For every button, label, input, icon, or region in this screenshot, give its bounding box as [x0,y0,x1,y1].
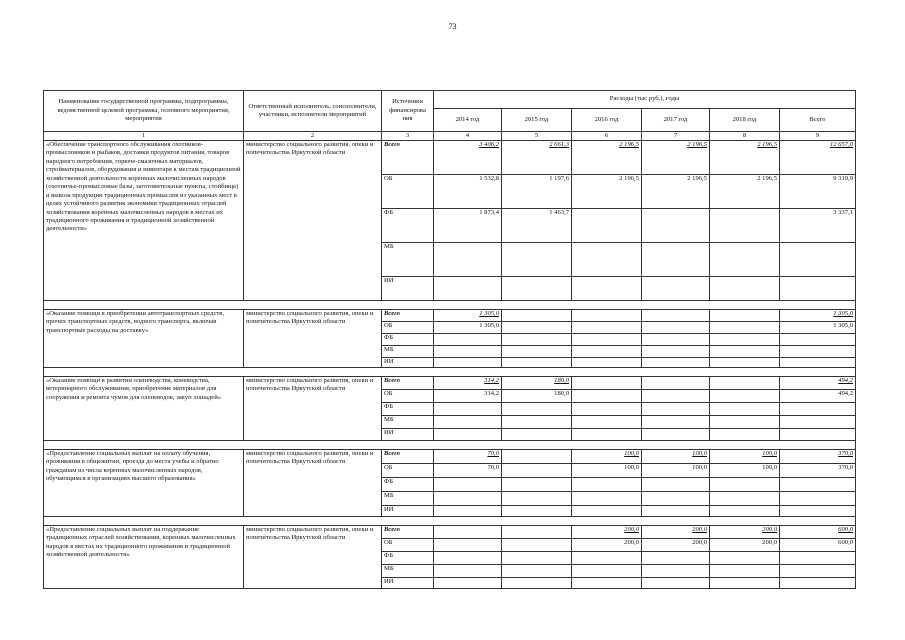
row-separator-cell [44,441,856,450]
value-cell [710,390,780,403]
value-cell [572,277,642,301]
value-cell [572,243,642,277]
funding-source: ОБ [382,539,434,552]
funding-source: ИИ [382,578,434,589]
value-cell [572,322,642,334]
value-cell [434,429,502,441]
row-separator-cell [44,301,856,310]
value-cell [710,358,780,368]
value-cell: 2 196,5 [642,141,710,175]
column-number: 2 [244,132,382,141]
value-cell: 1 305,0 [434,322,502,334]
value-cell [710,346,780,358]
total-cell: 494,2 [780,377,856,390]
value-cell: 2 196,5 [572,175,642,209]
total-cell: 370,0 [780,464,856,478]
total-cell [780,403,856,416]
value-cell: 180,0 [502,390,572,403]
executor-name: министерство социального развития, опеки и попечительства Иркутской области [244,377,382,441]
executor-name: министерство социального развития, опеки и попечительства Иркутской области [244,141,382,301]
value-cell [434,565,502,578]
value-cell [502,552,572,565]
value-cell [572,552,642,565]
value-cell [710,243,780,277]
total-cell: 1 305,0 [780,310,856,322]
value-cell [710,416,780,429]
value-cell [434,416,502,429]
total-cell [780,506,856,517]
total-cell: 12 657,0 [780,141,856,175]
value-cell [642,377,710,390]
value-cell [710,334,780,346]
value-cell [642,506,710,517]
funding-source: ИИ [382,277,434,301]
value-cell [642,429,710,441]
value-cell [710,209,780,243]
value-cell [572,578,642,589]
value-cell [502,539,572,552]
value-cell [434,539,502,552]
value-cell: 314,2 [434,390,502,403]
value-cell: 100,0 [572,450,642,464]
header-year: 2015 год [502,109,572,132]
value-cell: 1 532,8 [434,175,502,209]
funding-source: ОБ [382,175,434,209]
funding-source: ФБ [382,403,434,416]
column-number: 9 [780,132,856,141]
value-cell [434,506,502,517]
funding-source: ОБ [382,464,434,478]
header-expenses: Расходы (тыс.руб.), годы [434,91,856,109]
executor-name: министерство социального развития, опеки и попечительства Иркутской области [244,450,382,517]
value-cell: 100,0 [710,450,780,464]
total-cell [780,552,856,565]
value-cell [572,346,642,358]
value-cell [502,277,572,301]
value-cell [502,492,572,506]
value-cell [434,346,502,358]
activity-name: «Оказание помощи в приобретении автотранспортных средств, прочих транспортных средств, водного транспорта, включая транспортные расходы на доставку» [44,310,244,368]
value-cell [434,358,502,368]
total-cell: 494,2 [780,390,856,403]
value-cell: 100,0 [642,464,710,478]
value-cell [572,565,642,578]
value-cell [572,209,642,243]
row-separator-cell [44,517,856,526]
value-cell [572,310,642,322]
table-row [44,450,856,464]
value-cell [502,322,572,334]
value-cell [642,243,710,277]
value-cell [434,277,502,301]
value-cell [502,450,572,464]
header-executor: Ответственный исполнитель, соисполнители, участники, исполнители мероприятий [244,91,382,132]
page-number: 73 [448,22,457,31]
value-cell [434,526,502,539]
total-cell: 370,0 [780,450,856,464]
value-cell: 200,0 [710,539,780,552]
value-cell: 2 196,5 [710,175,780,209]
budget-table [43,90,856,589]
total-cell [780,243,856,277]
value-cell [710,403,780,416]
value-cell: 2 196,5 [642,175,710,209]
value-cell [572,377,642,390]
column-numbers-row [44,132,856,141]
funding-source: МБ [382,492,434,506]
value-cell [502,506,572,517]
funding-source: ИИ [382,358,434,368]
row-separator-cell [44,368,856,377]
funding-source: МБ [382,243,434,277]
activity-name: «Предоставление социальных выплат на поддержание традиционных отраслей хозяйствования, коренных малочисленных народов в местах их традиционного проживания и традиционной хозяйственной деятельности» [44,526,244,589]
column-number: 5 [502,132,572,141]
value-cell [572,429,642,441]
value-cell [642,358,710,368]
value-cell: 1 305,0 [434,310,502,322]
value-cell [642,310,710,322]
value-cell [642,416,710,429]
value-cell [434,478,502,492]
value-cell [572,403,642,416]
value-cell: 1 873,4 [434,209,502,243]
column-number: 6 [572,132,642,141]
value-cell [642,390,710,403]
table-row [44,141,856,175]
value-cell [434,492,502,506]
funding-source: Всего [382,526,434,539]
value-cell [502,416,572,429]
value-cell [434,334,502,346]
value-cell [642,403,710,416]
column-number: 4 [434,132,502,141]
value-cell: 314,2 [434,377,502,390]
executor-name: министерство социального развития, опеки и попечительства Иркутской области [244,526,382,589]
header-program: Наименование государственной программы, подпрограммы, ведомственной целевой программы, основного мероприятия, мероприятия [44,91,244,132]
value-cell [572,416,642,429]
value-cell [502,464,572,478]
funding-source: Всего [382,310,434,322]
value-cell [642,578,710,589]
total-cell [780,358,856,368]
value-cell: 200,0 [642,539,710,552]
funding-source: ФБ [382,552,434,565]
header-total: Всего [780,109,856,132]
value-cell [434,403,502,416]
value-cell: 1 197,6 [502,175,572,209]
value-cell [642,322,710,334]
value-cell [642,492,710,506]
header-sources: Источники финансирова ния [382,91,434,132]
value-cell [710,506,780,517]
value-cell: 200,0 [710,526,780,539]
value-cell [572,492,642,506]
table-row [44,526,856,539]
header-year: 2014 год [434,109,502,132]
funding-source: МБ [382,565,434,578]
value-cell [572,478,642,492]
value-cell [710,277,780,301]
row-separator [44,301,856,310]
value-cell: 200,0 [572,539,642,552]
total-cell [780,416,856,429]
table-row [44,377,856,390]
activity-name: «Предоставление социальных выплат на оплату обучения, проживания в общежитии, проезда до места учебы и обратно гражданам из числа коренных малочисленных народов, обучающимся в организациях высшего образования» [44,450,244,517]
value-cell [502,358,572,368]
value-cell [710,565,780,578]
value-cell [642,277,710,301]
header-year: 2017 год [642,109,710,132]
header-year: 2018 год [710,109,780,132]
value-cell [710,429,780,441]
value-cell [710,552,780,565]
value-cell [572,506,642,517]
funding-source: ИИ [382,429,434,441]
value-cell: 180,0 [502,377,572,390]
funding-source: ОБ [382,390,434,403]
value-cell: 100,0 [642,450,710,464]
funding-source: ФБ [382,209,434,243]
value-cell [572,358,642,368]
total-cell [780,492,856,506]
total-cell [780,565,856,578]
total-cell [780,429,856,441]
value-cell [434,578,502,589]
total-cell: 1 305,0 [780,322,856,334]
value-cell [434,243,502,277]
executor-name: министерство социального развития, опеки и попечительства Иркутской области [244,310,382,368]
activity-name: «Обеспечение транспортного обслуживания охотников-промысловиков и рыбаков, доставки продуктов питания, товаров народного потребления, горюче-смазочных материалов, стройматериалов, оборудования и инвентаря к местам традиционной хозяйственной деятельности коренных малочисленных народов (охотничье-промысловые базы, заготовительные пункты, стойбища) и вывоза продукции традиционных промыслов из указанных мест в целях устойчивого развития экономики традиционных отраслей хозяйствования коренных малочисленных народов в местах их традиционного проживания и традиционной хозяйственной деятельности» [44,141,244,301]
column-number: 1 [44,132,244,141]
total-cell [780,277,856,301]
value-cell [502,578,572,589]
funding-source: МБ [382,416,434,429]
value-cell [642,209,710,243]
value-cell: 2 661,3 [502,141,572,175]
value-cell [502,403,572,416]
value-cell [642,334,710,346]
table-row [44,310,856,322]
value-cell: 100,0 [572,464,642,478]
value-cell [572,390,642,403]
value-cell: 3 406,2 [434,141,502,175]
column-number: 8 [710,132,780,141]
column-number: 3 [382,132,434,141]
value-cell [642,552,710,565]
value-cell [502,346,572,358]
value-cell [572,334,642,346]
funding-source: ИИ [382,506,434,517]
row-separator [44,368,856,377]
value-cell [502,243,572,277]
value-cell: 70,0 [434,450,502,464]
value-cell: 2 196,5 [572,141,642,175]
activity-name: «Оказание помощи в развитии оленеводства, коневодства, ветеринарного обслуживания, приобретение материалов для сооружения и ремонта чумов для оленеводов, закуп лошадей» [44,377,244,441]
value-cell [502,478,572,492]
value-cell: 200,0 [642,526,710,539]
value-cell [502,310,572,322]
funding-source: Всего [382,377,434,390]
header-year: 2016 год [572,109,642,132]
total-cell [780,334,856,346]
value-cell [434,552,502,565]
value-cell: 1 463,7 [502,209,572,243]
row-separator [44,441,856,450]
total-cell: 9 319,9 [780,175,856,209]
total-cell [780,478,856,492]
value-cell: 200,0 [572,526,642,539]
funding-source: ФБ [382,334,434,346]
funding-source: Всего [382,141,434,175]
funding-source: МБ [382,346,434,358]
value-cell: 70,0 [434,464,502,478]
value-cell [642,478,710,492]
value-cell [642,565,710,578]
value-cell [710,492,780,506]
value-cell [502,565,572,578]
value-cell: 2 196,5 [710,141,780,175]
total-cell: 3 337,1 [780,209,856,243]
total-cell: 600,0 [780,539,856,552]
row-separator [44,517,856,526]
value-cell [710,478,780,492]
value-cell [710,377,780,390]
value-cell [502,334,572,346]
value-cell [710,322,780,334]
value-cell [502,429,572,441]
funding-source: Всего [382,450,434,464]
value-cell [710,310,780,322]
funding-source: ОБ [382,322,434,334]
column-number: 7 [642,132,710,141]
total-cell [780,346,856,358]
funding-source: ФБ [382,478,434,492]
value-cell [642,346,710,358]
value-cell [502,526,572,539]
value-cell [710,578,780,589]
total-cell [780,578,856,589]
value-cell: 100,0 [710,464,780,478]
total-cell: 600,0 [780,526,856,539]
